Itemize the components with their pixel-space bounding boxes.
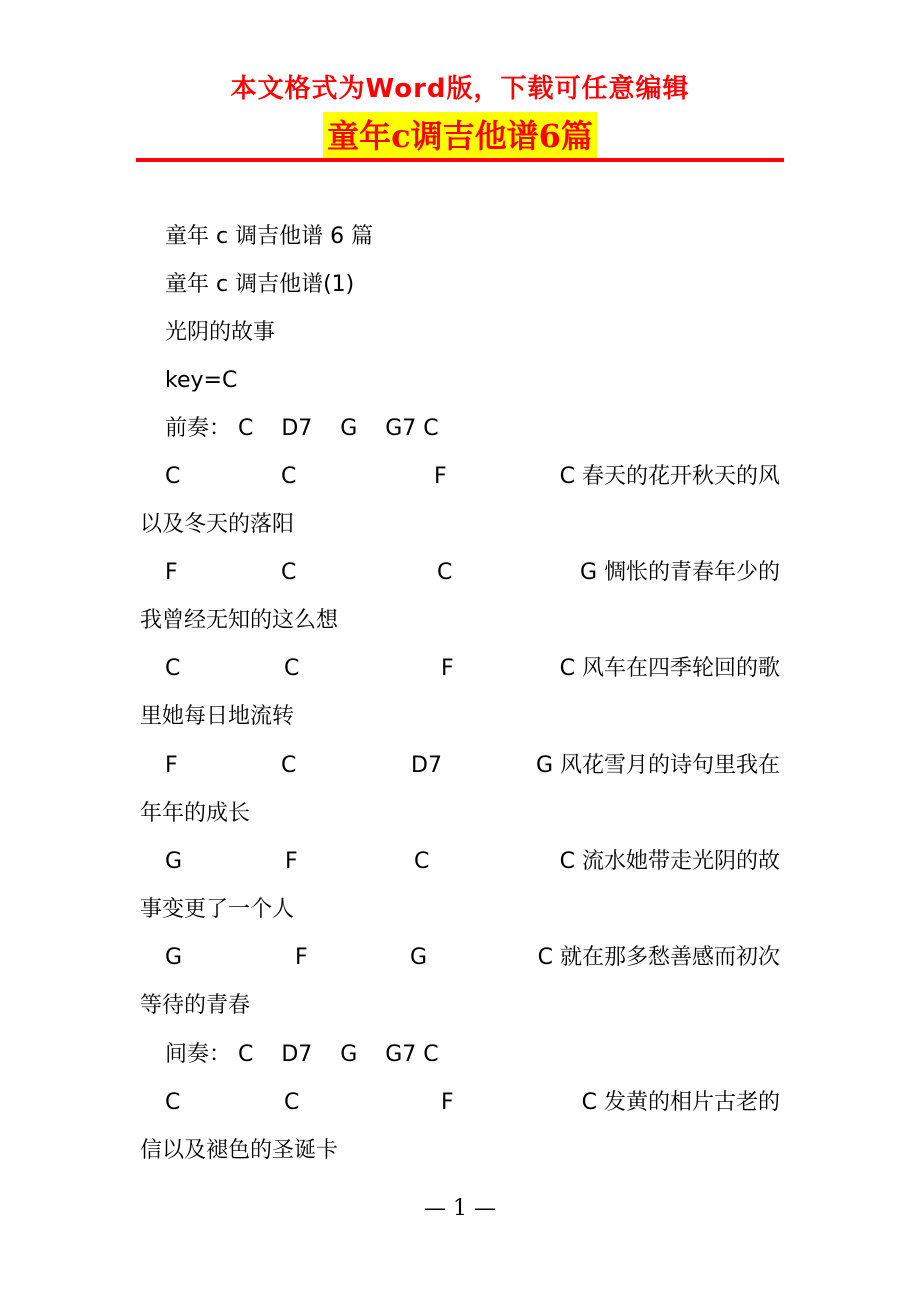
lyric: C 就在那多愁善感而初次 <box>537 945 780 970</box>
chord: D7 <box>411 753 442 778</box>
chord-row <box>0 943 920 973</box>
chord: F <box>441 1090 454 1115</box>
lyric-continuation: 事变更了一个人 <box>140 897 295 922</box>
chord: F <box>295 945 308 970</box>
lyric: G 惆怅的青春年少的 <box>579 560 780 585</box>
chord: F <box>165 560 178 585</box>
chord: C <box>165 656 181 681</box>
chord: C <box>284 656 300 681</box>
prelude-line: 前奏： C D7 G G7 C <box>165 416 439 441</box>
chord: F <box>165 753 178 778</box>
interlude-line: 间奏： C D7 G G7 C <box>165 1042 439 1067</box>
title-divider <box>136 158 784 162</box>
chord: F <box>441 656 454 681</box>
lyric: C 风车在四季轮回的歌 <box>559 656 780 681</box>
lyric-continuation: 我曾经无知的这么想 <box>140 608 339 633</box>
chord-row <box>0 654 920 684</box>
lyric-continuation: 以及冬天的落阳 <box>140 512 295 537</box>
lyric: C 春天的花开秋天的风 <box>559 464 780 489</box>
chord: G <box>165 849 183 874</box>
format-banner: 本文格式为Word版，下载可任意编辑 <box>230 74 690 104</box>
chord: C <box>281 753 297 778</box>
chord: C <box>281 560 297 585</box>
chord: C <box>414 849 430 874</box>
lyric: C 发黄的相片古老的 <box>581 1090 780 1115</box>
title-wrap <box>0 112 920 160</box>
chord: C <box>437 560 453 585</box>
chord: F <box>285 849 298 874</box>
key-line: key=C <box>165 368 238 393</box>
lyric-continuation: 信以及褪色的圣诞卡 <box>140 1138 339 1163</box>
chord: C <box>284 1090 300 1115</box>
chord: C <box>281 464 297 489</box>
chord-row <box>0 847 920 877</box>
chord-row <box>0 1088 920 1118</box>
lyric: G 风花雪月的诗句里我在 <box>535 753 780 778</box>
page-number: — 1 — <box>424 1196 496 1221</box>
lyric-continuation: 等待的青春 <box>140 993 251 1018</box>
chord-row <box>0 751 920 781</box>
chord-row <box>0 558 920 588</box>
song-title: 光阴的故事 <box>165 320 276 345</box>
chord: C <box>165 464 181 489</box>
chord: G <box>165 945 183 970</box>
lyric-continuation: 年年的成长 <box>140 801 251 826</box>
text-line: 童年 c 调吉他谱(1) <box>165 272 355 297</box>
chord: G <box>410 945 428 970</box>
lyric-continuation: 里她每日地流转 <box>140 704 295 729</box>
chord: C <box>165 1090 181 1115</box>
lyric: C 流水她带走光阴的故 <box>559 849 780 874</box>
text-line: 童年 c 调吉他谱 6 篇 <box>165 224 374 249</box>
chord: F <box>434 464 447 489</box>
document-title: 童年c调吉他谱6篇 <box>323 112 597 160</box>
chord-row <box>0 462 920 492</box>
